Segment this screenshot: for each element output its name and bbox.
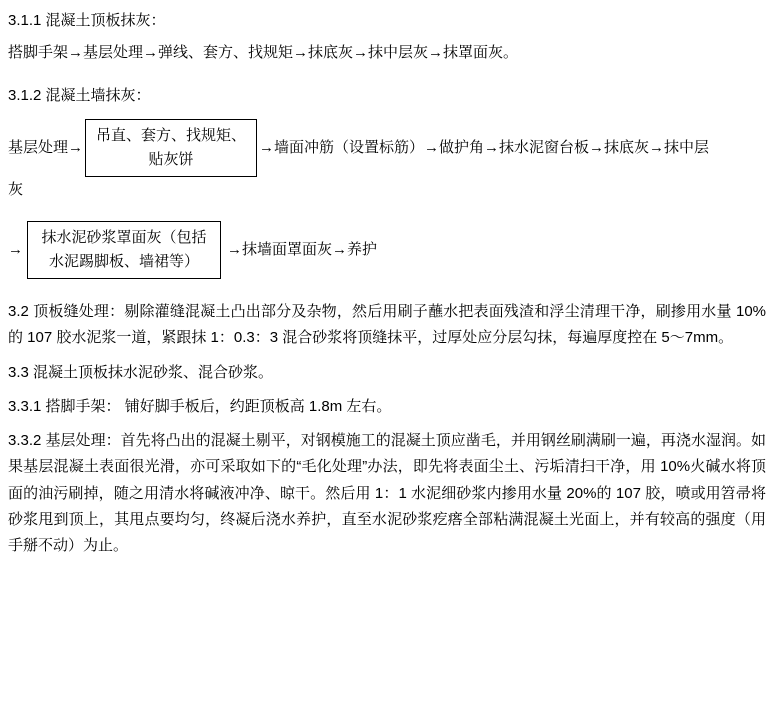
section-heading-3-1-1: 3.1.1 混凝土顶板抹灰： [8,12,166,29]
paragraph-3-2: 3.2 顶板缝处理：剔除灌缝混凝土凸出部分及杂物，然后用刷子蘸水把表面残渣和浮尘清理干净，刷掺用水量 10%的 107 胶水泥浆一道，紧跟抹 1：0.3：3 混合砂浆将顶缝抹平，过厚处应分层勾抹，每遍厚度控在 5～7mm。 [8,303,766,347]
flow-start-text: 基层处理→ [8,138,84,156]
flow-end-text: →抹墙面罩面灰→养护 [227,240,378,258]
paragraph-3-3: 3.3 混凝土顶板抹水泥砂浆、混合砂浆。 [8,363,274,381]
section-heading-3-1-2: 3.1.2 混凝土墙抹灰： [8,86,151,104]
flow-mid-text: →墙面冲筋（设置标筋）→做护角→抹水泥窗台板→抹底灰→抹中层 [259,138,710,156]
process-flow-3-1-2 [8,119,766,279]
flow-mid-tail: 灰 [8,180,24,198]
process-flow-row-2 [8,221,766,279]
paragraph-3-3-1: 3.3.1 搭脚手架： 铺好脚手板后，约距顶板高 1.8m 左右。 [8,397,392,415]
flow-arrow-before-box-2: → [8,240,23,258]
flow-box-1: 吊直、套方、找规矩、贴灰饼 [85,119,257,177]
flow-box-2: 抹水泥砂浆罩面灰（包括水泥踢脚板、墙裙等） [27,221,221,279]
paragraph-3-3-2: 3.3.2 基层处理：首先将凸出的混凝土剔平，对钢模施工的混凝土顶应凿毛，并用钢丝刷满刷一遍，再浇水湿润。如果基层混凝土表面很光滑，亦可采取如下的“毛化处理”办法，即先将表面尘土、污垢清扫干净，用 10%火碱水将顶面的油污刷掉，随之用清水将碱液冲净、晾干。然后用 1：1 水泥细砂浆内掺用水量 20%的 107 胶，喷或用笤帚将砂浆甩到顶上，其甩点要均匀，终凝后浇水养护，直至水泥砂浆疙瘩全部粘满混凝土光面上，并有较高的强度（用手掰不动）为止。 [8,432,766,554]
process-flow-3-1-1: 搭脚手架→基层处理→弹线、套方、找规矩→抹底灰→抹中层灰→抹罩面灰。 [8,44,519,62]
process-flow-row-1 [8,119,766,177]
